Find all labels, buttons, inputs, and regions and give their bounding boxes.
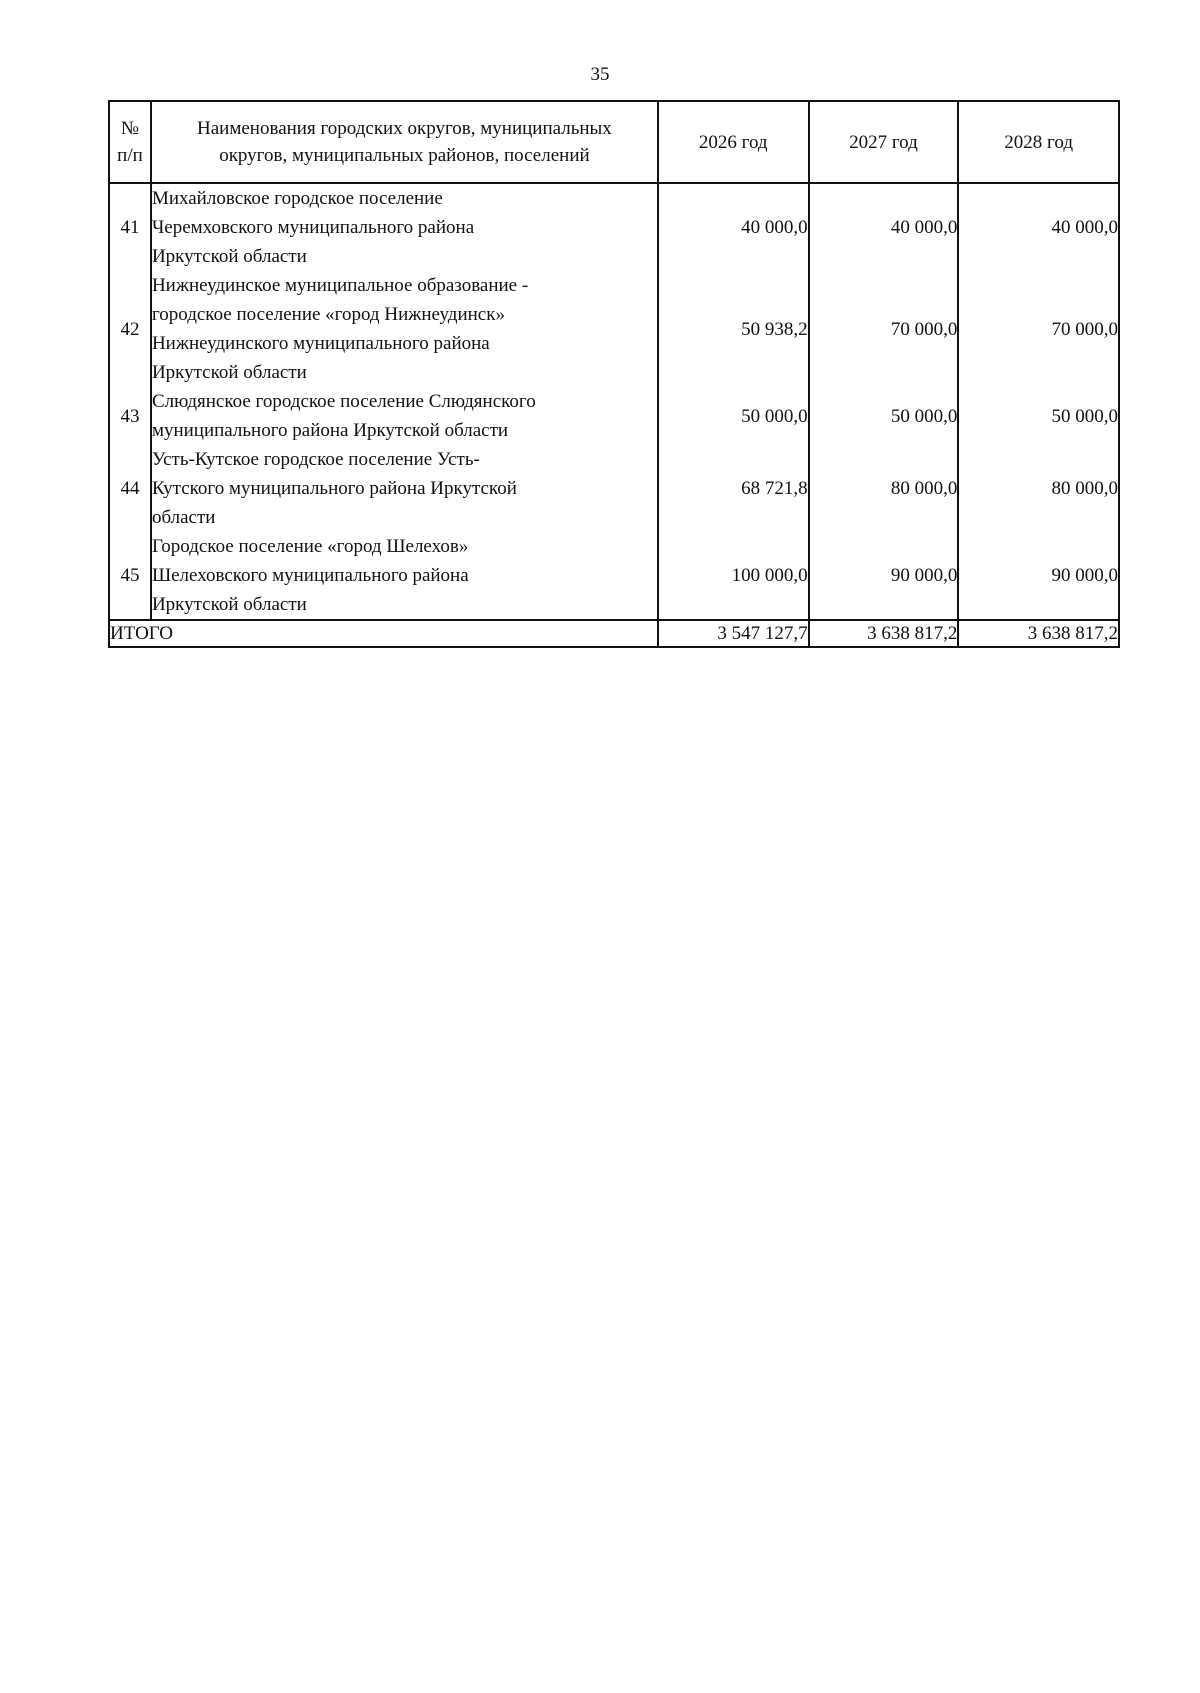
value-2028: 40 000,0 — [958, 183, 1119, 271]
value-2027: 80 000,0 — [809, 445, 959, 532]
value-2026: 50 938,2 — [658, 271, 809, 387]
total-2026: 3 547 127,7 — [658, 620, 809, 647]
row-name-line: городское поселение «город Нижнеудинск» — [151, 304, 505, 325]
row-name — [151, 183, 658, 271]
row-name-line: Нижнеудинского муниципального района — [151, 333, 490, 354]
value-2027: 50 000,0 — [809, 387, 959, 445]
value-2028: 50 000,0 — [958, 387, 1119, 445]
header-name-line-1: Наименования городских округов, муниципальных — [197, 118, 612, 139]
row-number: 43 — [109, 387, 151, 445]
header-name — [151, 101, 658, 183]
budget-table — [108, 100, 1120, 648]
header-year-2027: 2027 год — [809, 101, 959, 183]
value-2028: 70 000,0 — [958, 271, 1119, 387]
row-name-line: Шелеховского муниципального района — [151, 565, 469, 586]
value-2027: 40 000,0 — [809, 183, 959, 271]
row-name-line: Кутского муниципального района Иркутской — [151, 478, 517, 499]
table-header-row — [109, 101, 1119, 183]
page-number: 35 — [590, 64, 610, 85]
header-number-line-1: № — [120, 118, 140, 139]
row-name-line: Нижнеудинское муниципальное образование - — [151, 275, 529, 296]
total-2028: 3 638 817,2 — [958, 620, 1119, 647]
row-name-line: Усть-Кутское городское поселение Усть- — [151, 449, 480, 470]
table-row — [109, 387, 1119, 445]
total-row — [109, 620, 1119, 647]
value-2026: 68 721,8 — [658, 445, 809, 532]
value-2028: 90 000,0 — [958, 532, 1119, 620]
row-name-line: Иркутской области — [151, 594, 307, 615]
table-row — [109, 532, 1119, 620]
row-name-line: Слюдянское городское поселение Слюдянского — [151, 391, 536, 412]
row-name — [151, 387, 658, 445]
header-number-line-2: п/п — [117, 145, 143, 166]
value-2027: 90 000,0 — [809, 532, 959, 620]
total-label: ИТОГО — [109, 620, 658, 647]
header-year-2028: 2028 год — [958, 101, 1119, 183]
row-number: 41 — [109, 183, 151, 271]
table-row — [109, 445, 1119, 532]
header-year-2026: 2026 год — [658, 101, 809, 183]
row-name-line: муниципального района Иркутской области — [151, 420, 509, 441]
row-name-line: Городское поселение «город Шелехов» — [151, 536, 469, 557]
row-name — [151, 445, 658, 532]
row-number: 42 — [109, 271, 151, 387]
row-number: 45 — [109, 532, 151, 620]
header-number — [109, 101, 151, 183]
header-name-line-2: округов, муниципальных районов, поселений — [219, 145, 590, 166]
row-name — [151, 532, 658, 620]
row-name-line: области — [151, 507, 216, 528]
value-2027: 70 000,0 — [809, 271, 959, 387]
value-2028: 80 000,0 — [958, 445, 1119, 532]
value-2026: 50 000,0 — [658, 387, 809, 445]
value-2026: 100 000,0 — [658, 532, 809, 620]
row-number: 44 — [109, 445, 151, 532]
row-name — [151, 271, 658, 387]
value-2026: 40 000,0 — [658, 183, 809, 271]
row-name-line: Иркутской области — [151, 362, 307, 383]
row-name-line: Иркутской области — [151, 246, 307, 267]
table-row — [109, 183, 1119, 271]
row-name-line: Михайловское городское поселение — [151, 188, 443, 209]
table-row — [109, 271, 1119, 387]
total-2027: 3 638 817,2 — [809, 620, 959, 647]
row-name-line: Черемховского муниципального района — [151, 217, 475, 238]
